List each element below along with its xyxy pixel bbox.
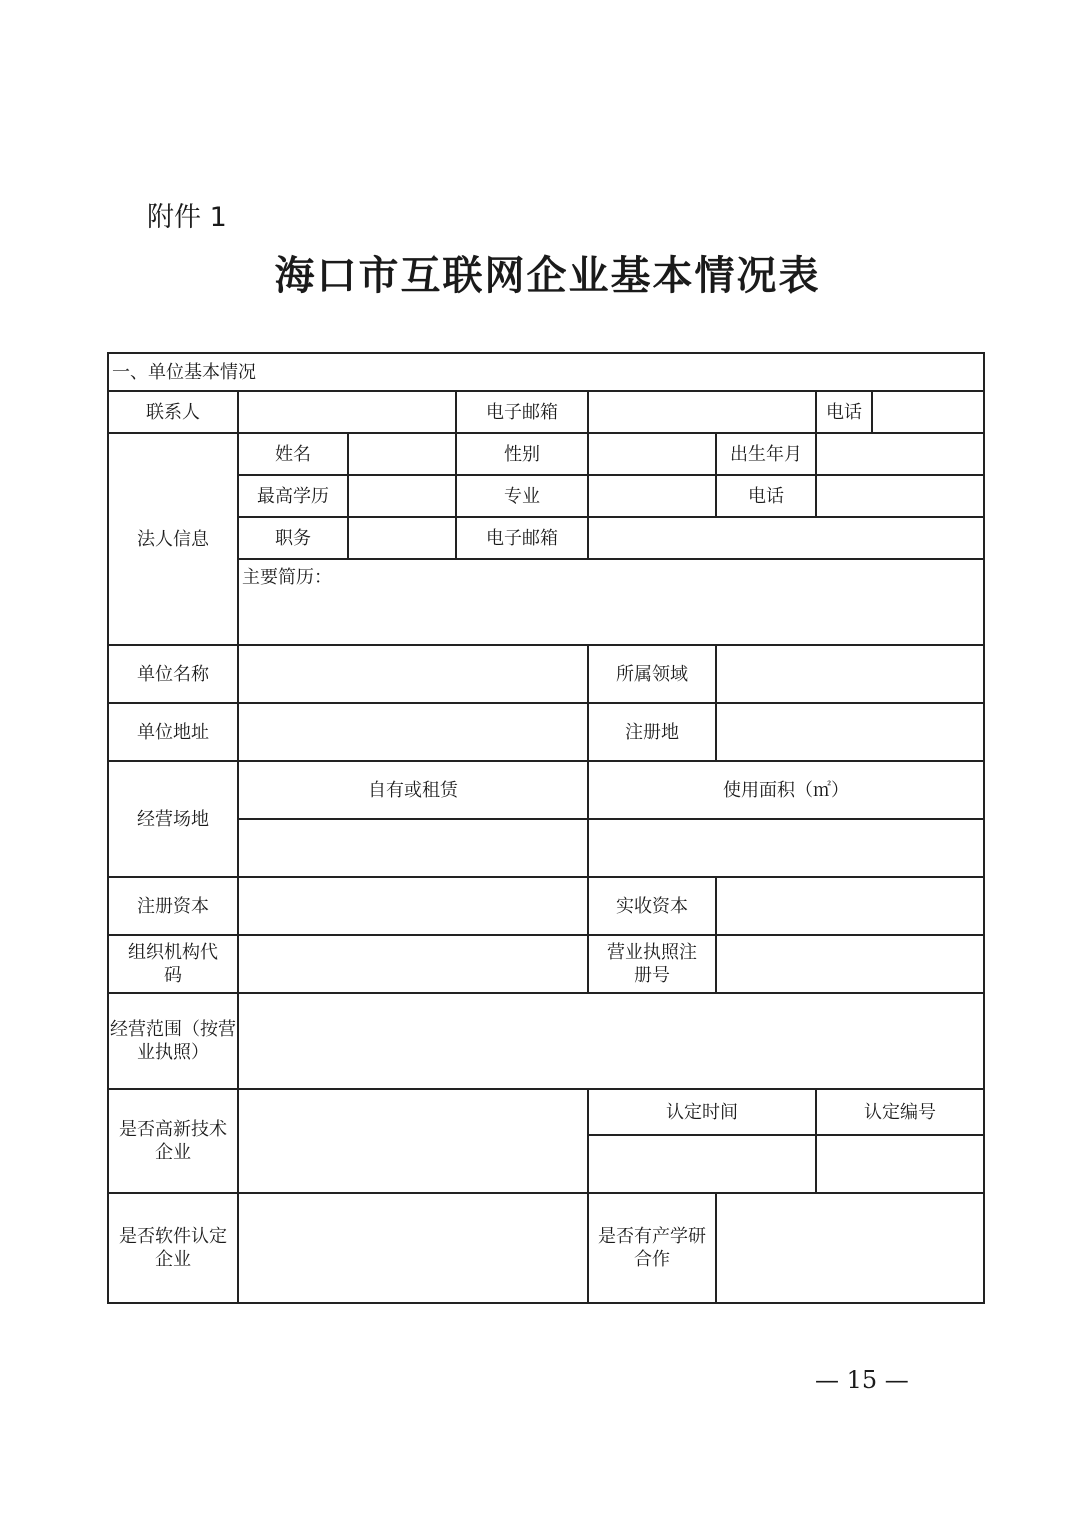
legal-phone-label: 电话 (716, 475, 816, 517)
unit-address-label: 单位地址 (108, 703, 238, 761)
reg-place-label: 注册地 (588, 703, 716, 761)
gender-field[interactable] (588, 433, 716, 475)
area-field[interactable] (588, 819, 984, 877)
cert-time-label: 认定时间 (588, 1089, 816, 1135)
email-field[interactable] (588, 391, 816, 433)
hightech-field[interactable] (238, 1089, 588, 1193)
attachment-label: 附件 1 (147, 202, 227, 233)
owned-leased-label: 自有或租赁 (238, 761, 588, 819)
cert-no-label: 认定编号 (816, 1089, 984, 1135)
major-label: 专业 (456, 475, 588, 517)
cert-no-field[interactable] (816, 1135, 984, 1193)
enterprise-info-table (107, 352, 985, 1304)
phone-field[interactable] (872, 391, 984, 433)
owned-leased-field[interactable] (238, 819, 588, 877)
paid-capital-field[interactable] (716, 877, 984, 935)
field-field[interactable] (716, 645, 984, 703)
unit-name-field[interactable] (238, 645, 588, 703)
position-field[interactable] (348, 517, 456, 559)
scope-label: 经营范围（按营业执照） (108, 993, 238, 1089)
form-title: 海口市互联网企业基本情况表 (274, 252, 821, 299)
site-label: 经营场地 (108, 761, 238, 877)
name-label: 姓名 (238, 433, 348, 475)
paid-capital-label: 实收资本 (588, 877, 716, 935)
legal-email-field[interactable] (588, 517, 984, 559)
unit-address-field[interactable] (238, 703, 588, 761)
contact-field[interactable] (238, 391, 456, 433)
legal-phone-field[interactable] (816, 475, 984, 517)
field-label: 所属领域 (588, 645, 716, 703)
education-label: 最高学历 (238, 475, 348, 517)
education-field[interactable] (348, 475, 456, 517)
reg-capital-label: 注册资本 (108, 877, 238, 935)
hightech-label: 是否高新技术企业 (108, 1089, 238, 1193)
reg-capital-field[interactable] (238, 877, 588, 935)
legal-email-label: 电子邮箱 (456, 517, 588, 559)
iur-field[interactable] (716, 1193, 984, 1303)
unit-name-label: 单位名称 (108, 645, 238, 703)
scope-field[interactable] (238, 993, 984, 1089)
org-code-field[interactable] (238, 935, 588, 993)
email-label: 电子邮箱 (456, 391, 588, 433)
software-label: 是否软件认定企业 (108, 1193, 238, 1303)
gender-label: 性别 (456, 433, 588, 475)
license-no-label: 营业执照注册号 (588, 935, 716, 993)
resume-field[interactable] (238, 559, 984, 645)
reg-place-field[interactable] (716, 703, 984, 761)
section1-title: 一、单位基本情况 (108, 353, 984, 391)
birth-label: 出生年月 (716, 433, 816, 475)
contact-label: 联系人 (108, 391, 238, 433)
major-field[interactable] (588, 475, 716, 517)
area-label: 使用面积（㎡） (588, 761, 984, 819)
page-number: — 15 — (815, 1366, 909, 1394)
org-code-label: 组织机构代码 (108, 935, 238, 993)
name-field[interactable] (348, 433, 456, 475)
legal-person-label: 法人信息 (108, 433, 238, 645)
phone-label: 电话 (816, 391, 872, 433)
iur-label: 是否有产学研合作 (588, 1193, 716, 1303)
position-label: 职务 (238, 517, 348, 559)
software-field[interactable] (238, 1193, 588, 1303)
license-no-field[interactable] (716, 935, 984, 993)
resume-label: 主要简历： (242, 567, 332, 588)
cert-time-field[interactable] (588, 1135, 816, 1193)
birth-field[interactable] (816, 433, 984, 475)
